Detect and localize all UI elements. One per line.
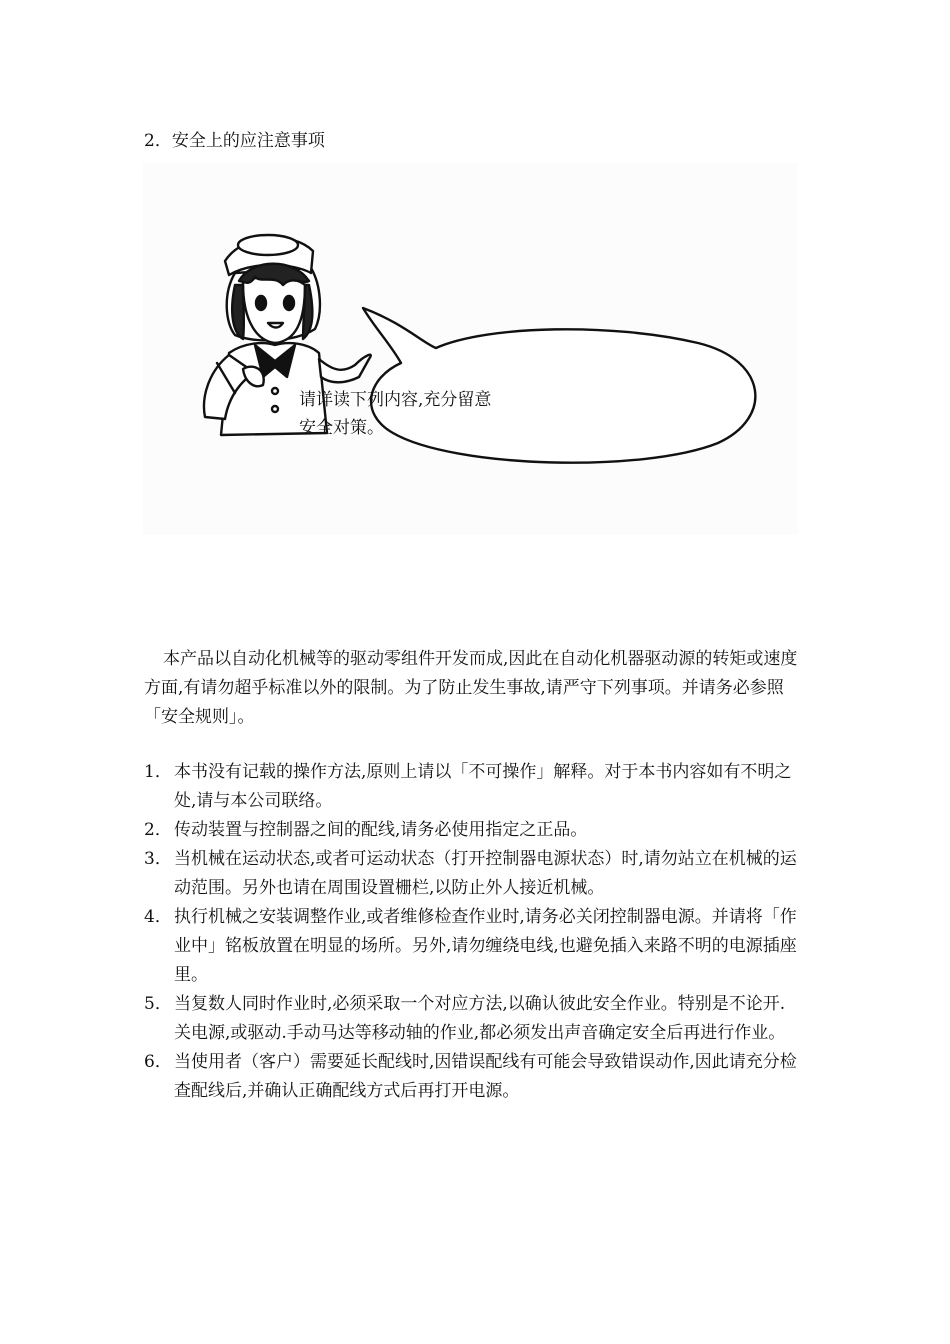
list-item [144, 758, 884, 816]
intro-line: 本产品以自动化机械等的驱动零组件开发而成,因此在自动化机器驱动源的转矩或速度 [163, 649, 798, 669]
list-item-number: 5． [144, 994, 172, 1014]
speech-bubble-line: 请详读下列内容,充分留意 [299, 390, 492, 410]
list-item-text: 本书没有记载的操作方法,原则上请以「不可操作」解释。对于本书内容如有不明之 [174, 762, 792, 782]
list-item-text: 处,请与本公司联络。 [174, 791, 333, 811]
list-item-text: 关电源,或驱动.手动马达等移动轴的作业,都必须发出声音确定安全后再进行作业。 [174, 1023, 786, 1043]
list-item-text: 执行机械之安装调整作业,或者维修检查作业时,请务必关闭控制器电源。并请将「作 [174, 907, 797, 927]
intro-line: 方面,有请勿超乎标准以外的限制。为了防止发生事故,请严守下列事项。并请务必参照 [144, 678, 784, 698]
list-item-text: 当使用者（客户）需要延长配线时,因错误配线有可能会导致错误动作,因此请充分检 [174, 1052, 797, 1072]
intro-line: 「安全规则」。 [144, 707, 255, 727]
list-item-number: 3． [144, 849, 172, 869]
safety-rules-list [144, 758, 884, 1106]
list-item-text: 当复数人同时作业时,必须采取一个对应方法,以确认彼此安全作业。特别是不论开. [174, 994, 786, 1014]
speech-bubble-line: 安全对策。 [299, 418, 384, 438]
list-item-text: 里。 [174, 965, 208, 985]
list-item-text: 查配线后,并确认正确配线方式后再打开电源。 [174, 1081, 520, 1101]
intro-paragraph [144, 645, 880, 732]
list-item [144, 845, 884, 903]
list-item-text: 传动装置与控制器之间的配线,请务必使用指定之正品。 [174, 820, 588, 840]
list-item-number: 6． [144, 1052, 172, 1072]
section-heading: 2．安全上的应注意事项 [144, 131, 325, 151]
guide-character-illustration [143, 163, 798, 535]
list-item-text: 动范围。另外也请在周围设置栅栏,以防止外人接近机械。 [174, 878, 605, 898]
character-right-arm [319, 355, 371, 383]
list-item-number: 1． [144, 762, 172, 782]
list-item-number: 4． [144, 907, 172, 927]
list-item-number: 2． [144, 820, 172, 840]
list-item [144, 1048, 884, 1106]
list-item [144, 990, 884, 1048]
list-item-text: 当机械在运动状态,或者可运动状态（打开控制器电源状态）时,请勿站立在机械的运 [174, 849, 797, 869]
safety-illustration [143, 163, 798, 535]
list-item [144, 903, 884, 990]
speech-bubble-text [299, 386, 491, 442]
list-item-text: 业中」铭板放置在明显的场所。另外,请勿缠绕电线,也避免插入来路不明的电源插座 [174, 936, 797, 956]
list-item [144, 816, 884, 845]
